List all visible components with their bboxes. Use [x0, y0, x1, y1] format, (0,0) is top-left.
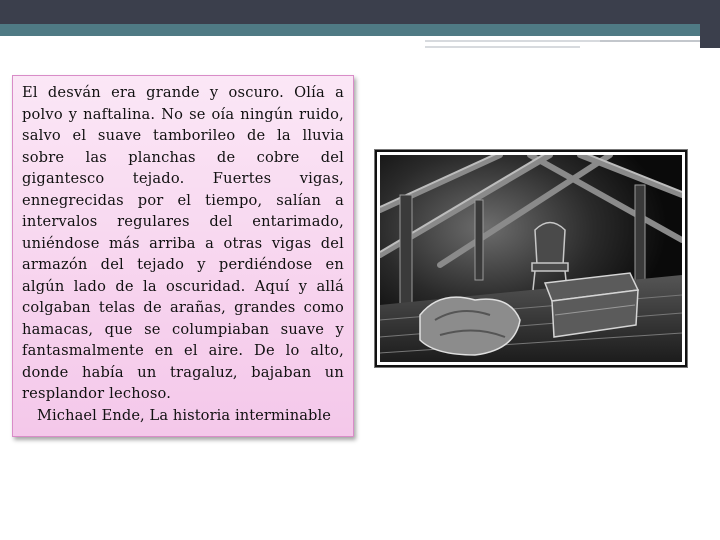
attic-photo-icon	[380, 155, 682, 362]
quote-attribution: Michael Ende, La historia interminable	[37, 406, 331, 424]
attic-photo	[375, 150, 687, 367]
header-bar	[0, 0, 700, 24]
header-corner-block	[700, 0, 720, 48]
header-accent-strip	[0, 24, 720, 36]
decorative-line	[425, 46, 580, 48]
quote-text-box	[12, 75, 354, 437]
quote-passage: El desván era grande y oscuro. Olía a polvo y naftalina. No se oía ningún ruido, salvo el suave tamborileo de la lluvia sobre las planchas de cobre del gigantesco tejado. Fuertes vigas, ennegrecidas por el tiempo, salían a intervalos regulares del entarimado, uniéndose más arriba a otras vigas del armazón del tejado y perdiéndose en algún lado de la oscuridad. Aquí y allá colgaban telas de arañas, grandes como hamacas, que se columpiaban suave y fantasmalmente en el aire. De lo alto, donde había un tragaluz, bajaban un resplandor lechoso.	[22, 84, 344, 402]
decorative-line	[600, 40, 700, 42]
